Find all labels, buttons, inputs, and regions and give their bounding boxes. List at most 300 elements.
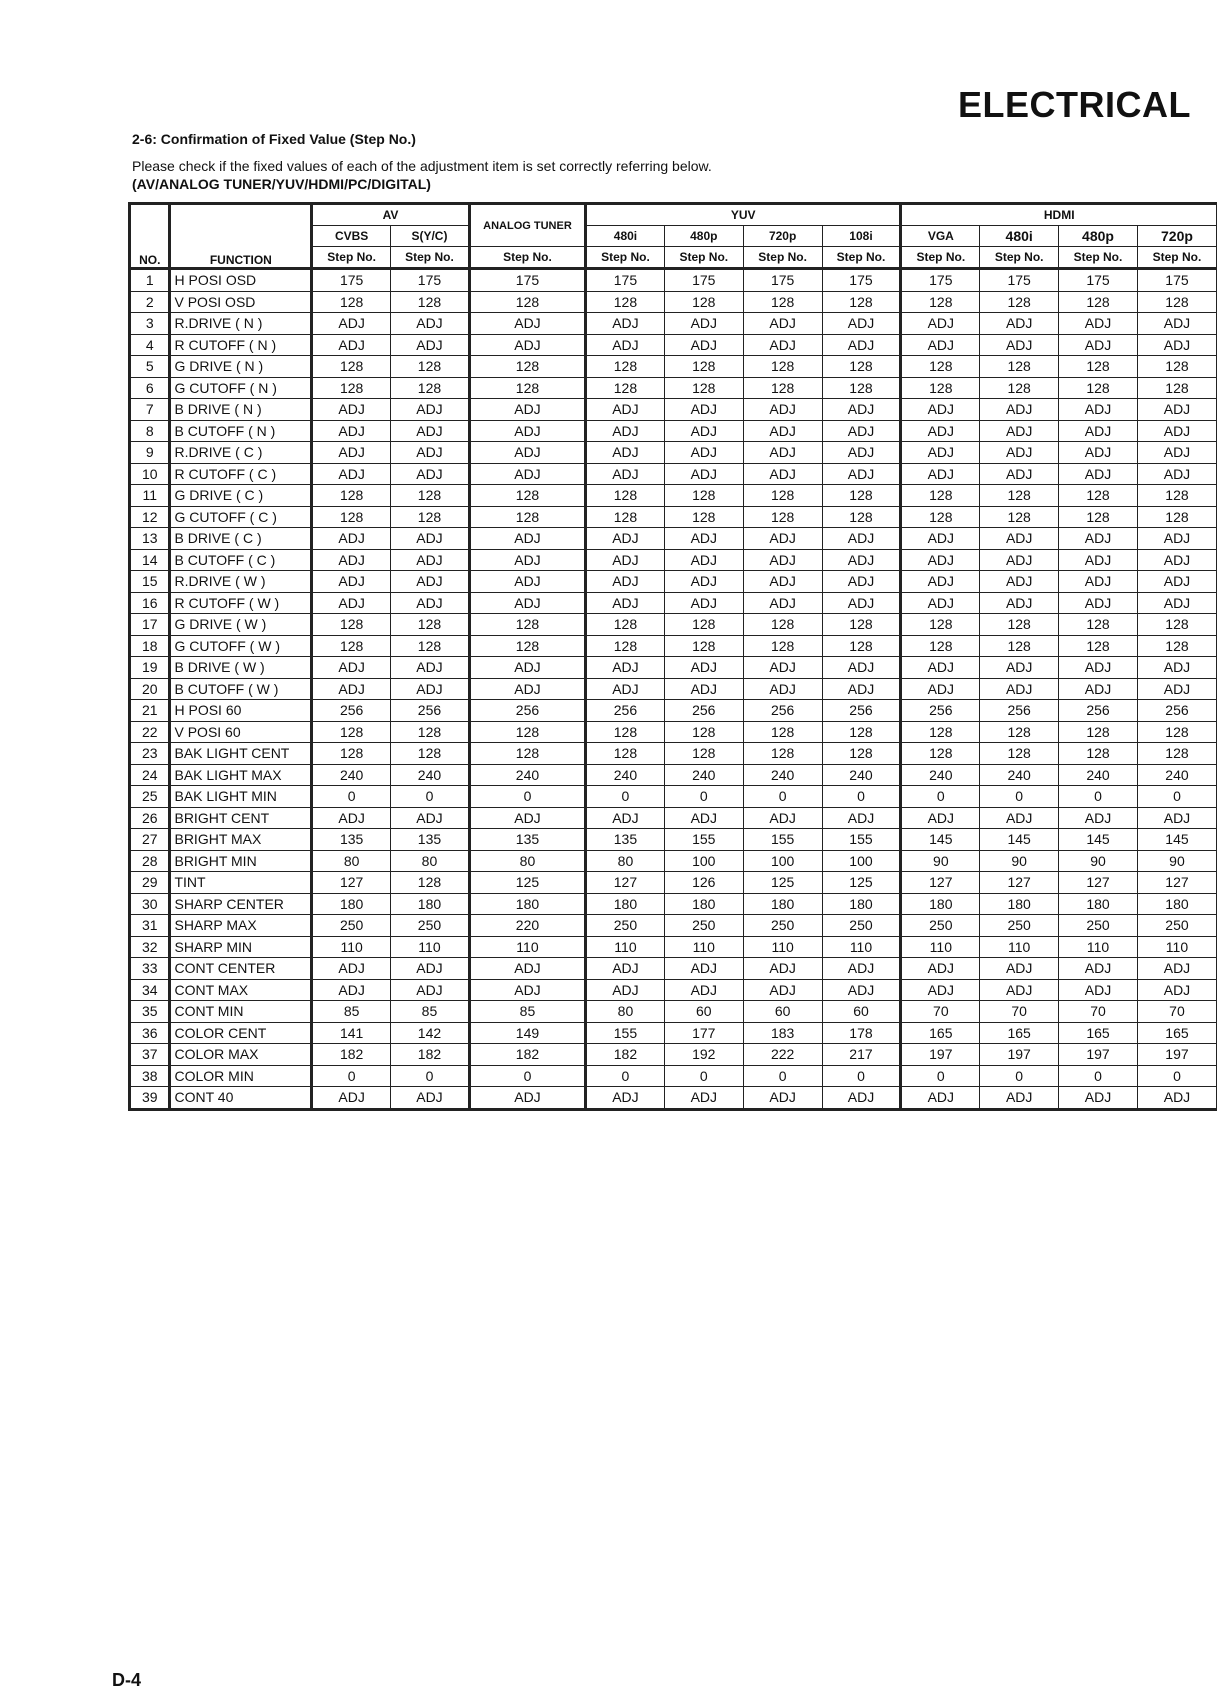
step-value-cell: 128: [1059, 506, 1138, 528]
step-value-cell: ADJ: [664, 657, 743, 679]
table-row: [130, 269, 1217, 292]
step-value-cell: ADJ: [1059, 592, 1138, 614]
step-value-cell: 128: [469, 614, 585, 636]
step-value-cell: ADJ: [469, 958, 585, 980]
step-value-cell: 165: [1137, 1022, 1216, 1044]
step-value-cell: 90: [1059, 850, 1138, 872]
row-number: 29: [130, 872, 170, 894]
step-value-cell: ADJ: [1059, 313, 1138, 335]
step-value-cell: 141: [312, 1022, 391, 1044]
step-value-cell: 128: [469, 291, 585, 313]
table-row: [130, 549, 1217, 571]
step-value-cell: ADJ: [901, 678, 980, 700]
step-value-cell: 110: [312, 936, 391, 958]
step-value-cell: 128: [391, 485, 470, 507]
row-function: G CUTOFF ( N ): [170, 377, 312, 399]
step-value-cell: 127: [980, 872, 1059, 894]
step-value-cell: 0: [980, 786, 1059, 808]
step-value-cell: 128: [1059, 485, 1138, 507]
step-value-cell: 0: [312, 1065, 391, 1087]
row-function: BRIGHT MIN: [170, 850, 312, 872]
step-value-cell: 183: [743, 1022, 822, 1044]
table-row: [130, 1044, 1217, 1066]
row-number: 22: [130, 721, 170, 743]
step-value-cell: ADJ: [391, 979, 470, 1001]
row-number: 18: [130, 635, 170, 657]
row-number: 24: [130, 764, 170, 786]
step-value-cell: ADJ: [822, 334, 901, 356]
table-row: [130, 1022, 1217, 1044]
step-value-cell: 128: [469, 635, 585, 657]
row-function: SHARP MIN: [170, 936, 312, 958]
step-value-cell: 128: [980, 291, 1059, 313]
step-value-cell: 128: [1059, 743, 1138, 765]
step-value-cell: 127: [1059, 872, 1138, 894]
step-value-cell: 128: [469, 506, 585, 528]
row-function: R CUTOFF ( W ): [170, 592, 312, 614]
step-value-cell: ADJ: [980, 420, 1059, 442]
subcol-header: 480p: [1059, 226, 1138, 247]
step-value-cell: 128: [312, 356, 391, 378]
step-value-cell: 197: [1059, 1044, 1138, 1066]
step-value-cell: 128: [391, 614, 470, 636]
step-value-cell: 0: [469, 786, 585, 808]
row-function: COLOR MAX: [170, 1044, 312, 1066]
step-value-cell: ADJ: [391, 313, 470, 335]
row-number: 17: [130, 614, 170, 636]
step-value-cell: 0: [1137, 786, 1216, 808]
step-value-cell: 220: [469, 915, 585, 937]
step-value-cell: 128: [664, 614, 743, 636]
step-value-cell: 128: [664, 485, 743, 507]
step-value-cell: ADJ: [901, 420, 980, 442]
step-value-cell: ADJ: [1059, 657, 1138, 679]
step-value-cell: ADJ: [822, 399, 901, 421]
step-value-cell: 250: [901, 915, 980, 937]
step-value-cell: 135: [312, 829, 391, 851]
step-value-cell: 182: [586, 1044, 665, 1066]
step-value-cell: ADJ: [822, 678, 901, 700]
row-function: B DRIVE ( C ): [170, 528, 312, 550]
step-value-cell: ADJ: [469, 571, 585, 593]
step-value-cell: ADJ: [822, 1087, 901, 1110]
step-value-cell: 250: [743, 915, 822, 937]
step-value-cell: ADJ: [312, 592, 391, 614]
step-value-cell: 240: [1137, 764, 1216, 786]
step-value-cell: ADJ: [980, 549, 1059, 571]
step-value-cell: ADJ: [391, 807, 470, 829]
step-value-cell: 128: [1059, 291, 1138, 313]
row-function: R CUTOFF ( C ): [170, 463, 312, 485]
step-value-cell: 128: [980, 614, 1059, 636]
step-value-cell: 128: [586, 377, 665, 399]
step-value-cell: 0: [901, 1065, 980, 1087]
step-value-cell: 70: [1137, 1001, 1216, 1023]
step-value-cell: 128: [391, 291, 470, 313]
table-row: [130, 377, 1217, 399]
step-value-cell: ADJ: [1059, 463, 1138, 485]
step-value-cell: ADJ: [901, 592, 980, 614]
step-value-cell: 128: [664, 377, 743, 399]
table-row: [130, 979, 1217, 1001]
step-value-cell: ADJ: [312, 463, 391, 485]
step-value-cell: 127: [312, 872, 391, 894]
step-value-cell: 128: [312, 377, 391, 399]
step-value-cell: 70: [901, 1001, 980, 1023]
table-row: [130, 700, 1217, 722]
row-number: 20: [130, 678, 170, 700]
step-value-cell: ADJ: [822, 958, 901, 980]
step-value-cell: 145: [1059, 829, 1138, 851]
step-value-cell: 256: [822, 700, 901, 722]
step-value-cell: 128: [469, 356, 585, 378]
step-value-cell: ADJ: [1059, 958, 1138, 980]
group-yuv-header: YUV: [586, 204, 901, 226]
step-value-cell: 0: [586, 786, 665, 808]
step-value-cell: ADJ: [586, 657, 665, 679]
step-value-cell: ADJ: [586, 571, 665, 593]
step-value-cell: ADJ: [664, 313, 743, 335]
table-row: [130, 463, 1217, 485]
step-value-cell: 128: [391, 377, 470, 399]
step-value-cell: ADJ: [743, 420, 822, 442]
step-value-cell: ADJ: [391, 592, 470, 614]
step-value-cell: 128: [1137, 356, 1216, 378]
step-value-cell: 85: [469, 1001, 585, 1023]
step-value-cell: ADJ: [901, 657, 980, 679]
step-value-cell: 175: [822, 269, 901, 292]
table-row: [130, 936, 1217, 958]
step-value-cell: 90: [980, 850, 1059, 872]
step-value-cell: ADJ: [391, 334, 470, 356]
step-value-cell: ADJ: [901, 334, 980, 356]
row-function: H POSI OSD: [170, 269, 312, 292]
row-function: G DRIVE ( W ): [170, 614, 312, 636]
row-function: V POSI OSD: [170, 291, 312, 313]
step-value-cell: 127: [1137, 872, 1216, 894]
step-value-cell: 256: [469, 700, 585, 722]
subcol-header: 108i: [822, 226, 901, 247]
step-value-cell: 128: [664, 291, 743, 313]
step-value-cell: 175: [469, 269, 585, 292]
step-value-cell: ADJ: [1137, 1087, 1216, 1110]
step-value-cell: 192: [664, 1044, 743, 1066]
step-value-cell: 90: [1137, 850, 1216, 872]
step-value-cell: 177: [664, 1022, 743, 1044]
step-value-cell: 180: [1059, 893, 1138, 915]
step-value-cell: 182: [391, 1044, 470, 1066]
step-value-cell: 256: [1059, 700, 1138, 722]
step-value-cell: ADJ: [1137, 592, 1216, 614]
row-number: 19: [130, 657, 170, 679]
row-number: 16: [130, 592, 170, 614]
step-value-cell: 128: [743, 743, 822, 765]
step-no-header: Step No.: [1137, 247, 1216, 269]
step-value-cell: ADJ: [1059, 399, 1138, 421]
step-value-cell: 250: [822, 915, 901, 937]
step-value-cell: ADJ: [391, 420, 470, 442]
step-value-cell: ADJ: [586, 549, 665, 571]
step-value-cell: 128: [1059, 721, 1138, 743]
row-number: 38: [130, 1065, 170, 1087]
step-value-cell: ADJ: [664, 1087, 743, 1110]
row-number: 5: [130, 356, 170, 378]
row-function: G CUTOFF ( W ): [170, 635, 312, 657]
step-value-cell: 85: [312, 1001, 391, 1023]
step-value-cell: ADJ: [1137, 549, 1216, 571]
row-function: BAK LIGHT MIN: [170, 786, 312, 808]
row-function: R.DRIVE ( N ): [170, 313, 312, 335]
step-value-cell: 240: [469, 764, 585, 786]
step-value-cell: 180: [586, 893, 665, 915]
subcol-header: 480i: [980, 226, 1059, 247]
subcol-header: 480p: [664, 226, 743, 247]
step-value-cell: ADJ: [469, 399, 585, 421]
step-value-cell: ADJ: [312, 807, 391, 829]
table-row: [130, 506, 1217, 528]
step-value-cell: ADJ: [391, 571, 470, 593]
step-value-cell: 60: [822, 1001, 901, 1023]
step-value-cell: ADJ: [469, 657, 585, 679]
step-value-cell: 128: [1137, 721, 1216, 743]
step-value-cell: 165: [901, 1022, 980, 1044]
step-value-cell: 175: [743, 269, 822, 292]
step-value-cell: ADJ: [664, 463, 743, 485]
row-number: 8: [130, 420, 170, 442]
step-value-cell: 128: [822, 721, 901, 743]
step-value-cell: 70: [980, 1001, 1059, 1023]
table-row: [130, 291, 1217, 313]
step-value-cell: 0: [469, 1065, 585, 1087]
table-row: [130, 807, 1217, 829]
step-value-cell: 128: [901, 743, 980, 765]
step-value-cell: 128: [312, 721, 391, 743]
step-value-cell: ADJ: [391, 678, 470, 700]
step-value-cell: 128: [1137, 291, 1216, 313]
step-value-cell: 180: [743, 893, 822, 915]
step-value-cell: 128: [664, 743, 743, 765]
step-value-cell: ADJ: [469, 528, 585, 550]
step-value-cell: 145: [980, 829, 1059, 851]
table-row: [130, 592, 1217, 614]
table-row: [130, 571, 1217, 593]
row-number: 14: [130, 549, 170, 571]
step-value-cell: 256: [980, 700, 1059, 722]
step-value-cell: 90: [901, 850, 980, 872]
table-row: [130, 657, 1217, 679]
subcol-header: VGA: [901, 226, 980, 247]
row-number: 1: [130, 269, 170, 292]
row-function: COLOR CENT: [170, 1022, 312, 1044]
step-value-cell: 175: [586, 269, 665, 292]
step-value-cell: 128: [822, 291, 901, 313]
step-value-cell: 128: [901, 635, 980, 657]
step-value-cell: ADJ: [1137, 313, 1216, 335]
table-row: [130, 614, 1217, 636]
step-value-cell: 128: [980, 721, 1059, 743]
step-value-cell: ADJ: [822, 571, 901, 593]
step-value-cell: ADJ: [901, 313, 980, 335]
step-value-cell: 182: [469, 1044, 585, 1066]
table-row: [130, 721, 1217, 743]
step-value-cell: 80: [391, 850, 470, 872]
step-value-cell: ADJ: [391, 1087, 470, 1110]
step-value-cell: ADJ: [312, 420, 391, 442]
step-value-cell: 128: [586, 635, 665, 657]
step-value-cell: 135: [469, 829, 585, 851]
step-value-cell: ADJ: [469, 313, 585, 335]
step-value-cell: ADJ: [743, 958, 822, 980]
step-no-header: Step No.: [469, 247, 585, 269]
row-number: 36: [130, 1022, 170, 1044]
step-value-cell: 256: [1137, 700, 1216, 722]
row-number: 12: [130, 506, 170, 528]
step-value-cell: 240: [664, 764, 743, 786]
table-row: [130, 635, 1217, 657]
step-value-cell: ADJ: [743, 807, 822, 829]
step-value-cell: 128: [901, 377, 980, 399]
subcol-header: S(Y/C): [391, 226, 470, 247]
step-value-cell: 85: [391, 1001, 470, 1023]
row-function: B CUTOFF ( W ): [170, 678, 312, 700]
step-value-cell: ADJ: [391, 442, 470, 464]
table-row: [130, 786, 1217, 808]
step-value-cell: ADJ: [312, 313, 391, 335]
row-number: 27: [130, 829, 170, 851]
step-value-cell: 128: [1059, 356, 1138, 378]
step-value-cell: 128: [743, 485, 822, 507]
row-function: B CUTOFF ( C ): [170, 549, 312, 571]
step-value-cell: 110: [1137, 936, 1216, 958]
step-value-cell: 149: [469, 1022, 585, 1044]
table-row: [130, 1087, 1217, 1110]
table-row: [130, 1065, 1217, 1087]
step-value-cell: 128: [980, 485, 1059, 507]
step-value-cell: ADJ: [980, 979, 1059, 1001]
step-value-cell: ADJ: [980, 399, 1059, 421]
step-value-cell: 110: [980, 936, 1059, 958]
row-number: 6: [130, 377, 170, 399]
step-value-cell: 180: [469, 893, 585, 915]
step-value-cell: 128: [901, 614, 980, 636]
step-value-cell: ADJ: [391, 549, 470, 571]
step-value-cell: ADJ: [586, 313, 665, 335]
table-row: [130, 958, 1217, 980]
step-value-cell: ADJ: [743, 442, 822, 464]
step-value-cell: 250: [664, 915, 743, 937]
table-row: [130, 829, 1217, 851]
step-value-cell: 128: [822, 506, 901, 528]
subcol-header: CVBS: [312, 226, 391, 247]
table-row: [130, 485, 1217, 507]
step-value-cell: ADJ: [586, 807, 665, 829]
step-value-cell: 128: [391, 743, 470, 765]
step-value-cell: 240: [312, 764, 391, 786]
row-number: 26: [130, 807, 170, 829]
step-value-cell: ADJ: [901, 958, 980, 980]
step-value-cell: ADJ: [391, 528, 470, 550]
step-value-cell: ADJ: [1137, 571, 1216, 593]
subcol-header: 480i: [586, 226, 665, 247]
fixed-value-table: [128, 202, 1217, 1111]
step-value-cell: ADJ: [586, 528, 665, 550]
step-value-cell: ADJ: [1059, 334, 1138, 356]
step-value-cell: 128: [980, 635, 1059, 657]
step-value-cell: 128: [586, 614, 665, 636]
step-value-cell: ADJ: [586, 399, 665, 421]
step-value-cell: ADJ: [1059, 678, 1138, 700]
step-value-cell: ADJ: [469, 549, 585, 571]
group-analog-header: ANALOG TUNER: [469, 204, 585, 247]
step-value-cell: 128: [980, 506, 1059, 528]
row-function: V POSI 60: [170, 721, 312, 743]
step-value-cell: ADJ: [743, 592, 822, 614]
row-number: 10: [130, 463, 170, 485]
step-value-cell: 135: [391, 829, 470, 851]
step-value-cell: ADJ: [1137, 979, 1216, 1001]
row-function: G DRIVE ( N ): [170, 356, 312, 378]
step-value-cell: ADJ: [743, 549, 822, 571]
row-function: R.DRIVE ( W ): [170, 571, 312, 593]
step-value-cell: 110: [1059, 936, 1138, 958]
step-value-cell: ADJ: [743, 979, 822, 1001]
step-value-cell: 128: [1059, 635, 1138, 657]
step-value-cell: 175: [1137, 269, 1216, 292]
step-value-cell: 197: [980, 1044, 1059, 1066]
step-value-cell: 100: [743, 850, 822, 872]
table-row: [130, 334, 1217, 356]
step-value-cell: ADJ: [391, 399, 470, 421]
row-number: 3: [130, 313, 170, 335]
step-value-cell: 125: [743, 872, 822, 894]
row-number: 15: [130, 571, 170, 593]
step-value-cell: 0: [822, 786, 901, 808]
step-value-cell: 180: [901, 893, 980, 915]
step-value-cell: 128: [1059, 614, 1138, 636]
step-value-cell: 128: [901, 291, 980, 313]
step-value-cell: 165: [1059, 1022, 1138, 1044]
step-value-cell: ADJ: [664, 979, 743, 1001]
step-no-header: Step No.: [664, 247, 743, 269]
step-value-cell: ADJ: [664, 807, 743, 829]
step-value-cell: ADJ: [901, 1087, 980, 1110]
step-value-cell: ADJ: [664, 592, 743, 614]
step-value-cell: ADJ: [312, 678, 391, 700]
step-value-cell: ADJ: [980, 592, 1059, 614]
step-value-cell: ADJ: [1137, 958, 1216, 980]
step-value-cell: ADJ: [1059, 571, 1138, 593]
step-value-cell: 240: [743, 764, 822, 786]
step-no-header: Step No.: [743, 247, 822, 269]
step-value-cell: 128: [1137, 743, 1216, 765]
step-value-cell: 250: [980, 915, 1059, 937]
step-value-cell: 60: [664, 1001, 743, 1023]
step-value-cell: 182: [312, 1044, 391, 1066]
step-value-cell: 0: [822, 1065, 901, 1087]
step-value-cell: ADJ: [743, 1087, 822, 1110]
step-value-cell: 222: [743, 1044, 822, 1066]
fixed-value-table-container: [128, 202, 1202, 1112]
step-value-cell: ADJ: [586, 979, 665, 1001]
step-value-cell: ADJ: [1137, 528, 1216, 550]
step-value-cell: ADJ: [743, 657, 822, 679]
step-value-cell: ADJ: [743, 463, 822, 485]
step-value-cell: 128: [901, 721, 980, 743]
step-value-cell: ADJ: [901, 549, 980, 571]
step-value-cell: ADJ: [980, 313, 1059, 335]
step-value-cell: ADJ: [312, 549, 391, 571]
step-value-cell: ADJ: [1059, 1087, 1138, 1110]
